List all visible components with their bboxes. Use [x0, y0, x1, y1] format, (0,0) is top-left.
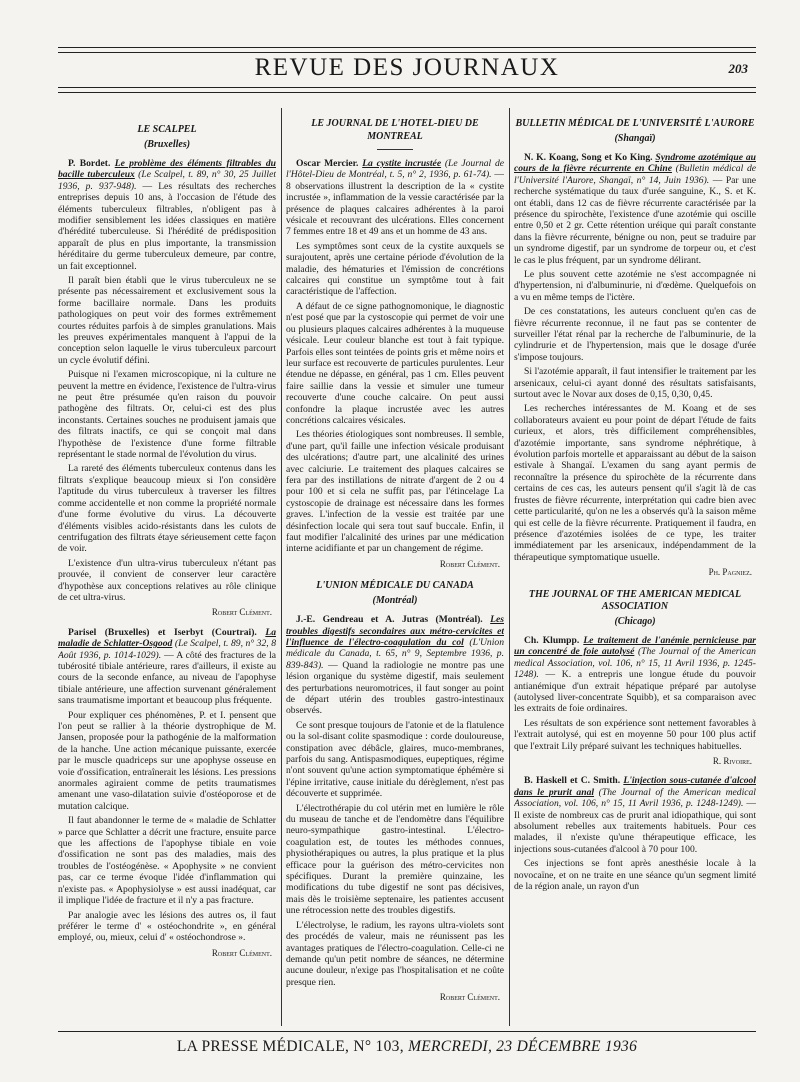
- journal-place: (Montréal): [372, 594, 418, 606]
- article-paragraph: Les symptômes sont ceux de la cystite auxquels se surajoutent, après une certaine période d'évolution de la maladie, des hématuries et l'émission de concrétions calcaires qui constitue un symptôme tout à fait caractéristique de l'affection.: [286, 240, 504, 298]
- article-heading: [514, 635, 756, 715]
- article-paragraph: Les recherches intéressantes de M. Koang et de ses collaborateurs avaient eu pour point de départ l'étude de faits curieux, et alors, très difficilement compréhensibles, d'azotémie importante, sans syndrome néphrétique, à évolution parfois mortelle et apparaissant au début de la saison estivale à Shangaï. L'examen du sang ayant permis de reconnaître la présence du spirochète de la récurrente dans certains de ces cas, les auteurs pensent qu'il s'agit là de cas frustes de fièvre récurrente, interprétation qui cadre bien avec cette particularité, qu'on ne les a observés qu'à la saison même qui est celle de la fièvre récurrente. Pratiquement il faudra, en présence d'azotémies isolées de ce type, les traiter immédiatement par les arsenicaux, indépendamment de la thérapeutique symptomatique usuelle.: [514, 403, 756, 563]
- article-authors: J.-E. Gendreau et A. Jutras (Montréal).: [296, 614, 483, 626]
- article-paragraph: L'électrolyse, le radium, les rayons ultra-violets sont des procédés de valeur, mais ne réunissent pas les avantages pratiques de l'électro-coagulation. Celle-ci ne demande qu'un petit nombre de séances, ne détermine aucune douleur, n'exige pas l'hospitalisation et ne coûte presque rien.: [286, 919, 504, 988]
- journal-name: BULLETIN MÉDICAL DE L'UNIVERSITÉ L'AURORE: [515, 118, 755, 129]
- footer-rule: [58, 1031, 756, 1032]
- article-title: L'injection sous-cutanée d'alcool dans le prurit anal: [514, 775, 756, 798]
- article-reference: (Bulletin médical de l'Université l'Aurore, Shangaï, n° 14, Juin 1936).: [514, 163, 756, 186]
- article: [286, 158, 504, 570]
- journal-name: LE JOURNAL DE L'HOTEL-DIEU DE MONTREAL: [311, 118, 479, 142]
- journal-name: THE JOURNAL OF THE AMERICAN MEDICAL ASSOCIATION: [528, 588, 742, 613]
- article-paragraph: — Quand la radiologie ne montre pas une lésion organique du système digestif, mais seulement des perturbations neuromotrices, il faut songer au point de départ utérin des troubles gastro-intestinaux observés.: [286, 659, 504, 717]
- journal-name: L'UNION MÉDICALE DU CANADA: [316, 580, 474, 592]
- article-heading: [286, 614, 504, 717]
- article-heading: [58, 158, 276, 272]
- journal-separator: [377, 149, 413, 150]
- article-reference: (The Journal of the American medical Association, vol. 106, n° 15, 11 Avril 1936, p. 1245-1248).: [514, 646, 756, 681]
- article-signature: Ph. Pagniez.: [708, 567, 752, 578]
- article-paragraph: Si l'azotémie apparaît, il faut intensifier le traitement par les arsenicaux, celui-ci ayant donné des résultats satisfaisants, surtout avec le Novar aux doses de 0,15, 0,30, 0,45.: [514, 366, 756, 401]
- article-paragraph: Puisque ni l'examen microscopique, ni la culture ne peuvent la mettre en évidence, l'existence de l'ultra-virus ne peut être présumée qu'en raison du pouvoir pathogène des filtrats. Or, celui-ci est des plus inconstants. Certaines souches ne produisent jamais que des filtrats inactifs, ce qui se conçoit mal dans l'hypothèse de l'existence d'une forme filtrable représentant le stade normal de l'évolution du virus.: [58, 369, 276, 461]
- article-paragraph: De ces constatations, les auteurs concluent qu'en cas de fièvre récurrente reconnue, il ne faut pas se contenter de surveiller l'état rénal par la recherche de l'albuminurie, de la cylindrurie et de l'hypertension, mais que le dosage d'urée s'impose toujours.: [514, 306, 756, 363]
- article-title: Syndrome azotémique au cours de la fièvre récurrente en Chine: [514, 151, 756, 175]
- article: [58, 158, 276, 619]
- article-title: Le traitement de l'anémie pernicieuse par un concentré de foie autolysé: [514, 634, 756, 658]
- article-paragraph: — A côté des fractures de la tubérosité tibiale antérieure, rares d'ailleurs, il existe au cours de la seconde enfance, au niveau de l'apophyse tibiale antérieure, une affection survenant généralement sans traumatisme important et beaucoup plus fréquente.: [58, 649, 276, 707]
- column-1: [58, 108, 276, 1028]
- article: [58, 627, 276, 959]
- article-heading: [58, 627, 276, 707]
- footer-date: MERCREDI, 23 DÉCEMBRE 1936: [408, 1038, 638, 1055]
- article-signature: R. Rivoire.: [712, 756, 752, 766]
- article-authors: Oscar Mercier.: [296, 158, 359, 169]
- article-paragraph: L'existence d'un ultra-virus tuberculeux n'étant pas prouvée, il convient de conserver leur caractère d'hypothèse aux conceptions relatives au rôle clinique de cet ultra-virus.: [58, 557, 276, 603]
- article-authors: Parisel (Bruxelles) et Iserbyt (Courtrai).: [68, 626, 257, 638]
- article-paragraph: Ce sont presque toujours de l'atonie et de la flatulence ou la sol-disant colite spasmodique : corde douloureuse, constipation avec débâcle, glaires, muco-membranes, parfois du sang. Antispasmodiques, eupeptiques, régime n'ont souvent qu'une action symptomatique éphémère si l'épine irritative, cause initiale du dérèglement, n'est pas découverte et supprimée.: [286, 719, 504, 800]
- article-reference: (L'Union médicale du Canada, t. 65, n° 9, Septembre 1936, p. 839-843).: [286, 636, 504, 671]
- article-paragraph: Il paraît bien établi que le virus tuberculeux ne se présente pas nécessairement et exclusivement sous la forme bacillaire normale. Dans les produits pathologiques on peut voir des formes extrêmement courtes réduites parfois à de simples granulations. Mais les preuves expérimentales manquent à l'appui de la conception selon laquelle le virus tuberculeux parcourt un cycle évolutif défini.: [58, 274, 276, 366]
- header-bottom-rule: [58, 87, 756, 93]
- article-authors: Ch. Klumpp.: [524, 634, 580, 646]
- article-paragraph: — Les résultats des recherches entreprises depuis 10 ans, à l'occasion de l'étude des éléments tuberculeux filtrables, n'obligent pas à modifier sensiblement les idées classiques en matière d'hérédité tuberculeuse. Si l'hérédité de prédisposition apparaît de plus en plus importante, la transmission héréditaire du germe tuberculeux demeure, par contre, un fait exceptionnel.: [58, 180, 276, 272]
- article-paragraph: Par analogie avec les lésions des autres os, il faut préférer le terme d' « ostéochondrite », en général employé, ou, mieux, celui d' « ostéochondrose ».: [58, 909, 276, 944]
- journal-place: (Shangaï): [614, 132, 656, 144]
- article-title: Le problème des éléments filtrables du bacille tuberculeux: [58, 157, 276, 181]
- article-title: La maladie de Schlatter-Osgood: [58, 626, 276, 650]
- column-divider-1: [281, 108, 282, 1026]
- journal-name: LE SCALPEL: [137, 124, 197, 135]
- article-authors: N. K. Koang, Song et Ko King.: [524, 151, 653, 163]
- article-paragraph: Pour expliquer ces phénomènes, P. et I. pensent que l'on peut se rallier à la théorie dystrophique de M. Jansen, proposée pour la pathogénie de la malformation de la hanche. Une action mécanique puissante, exercée par le muscle quadriceps sur une apophyse osseuse en voie d'ossification, entraînerait les lésions. Les pressions anormales agiraient comme de petits traumatismes amenant une vaso-dilatation suivie d'ostéoporose et de mutation calcique.: [58, 709, 276, 812]
- article-reference: (Le Journal de l'Hôtel-Dieu de Montréal, t. 5, n° 2, 1936, p. 61-74).: [286, 158, 504, 181]
- article-heading: [514, 775, 756, 855]
- article-paragraph: Les résultats de son expérience sont nettement favorables à l'extrait autolysé, qui est en moyenne 50 pour 100 plus actif que l'extrait Lily préparé suivant les techniques habituelles.: [514, 717, 756, 752]
- article-heading: [286, 158, 504, 238]
- article-paragraph: La rareté des éléments tuberculeux contenus dans les filtrats s'explique beaucoup mieux si l'on considère l'aptitude du virus tuberculeux à traverser les filtres comme accidentelle et non comme la propriété normale d'une forme évolutive du virus. La découverte d'éléments visibles acido-résistants dans les culots de centrifugation des filtrats étaye sérieusement cette façon de voir.: [58, 463, 276, 555]
- article: [514, 152, 756, 579]
- article-signature: Robert Clément.: [211, 947, 272, 958]
- article-paragraph: — Il existe de nombreux cas de prurit anal idiopathique, qui sont absolument rebelles aux traitements habituels. Pour ces malades, il n'existe qu'une thérapeutique efficace, les injections sous-cutanées d'alcool à 70 pour 100.: [514, 798, 756, 855]
- article-reference: (Le Scalpel, t. 89, n° 32, 8 Août 1936, p. 1014-1029).: [58, 638, 276, 661]
- article: [514, 775, 756, 892]
- article-signature: Robert Clément.: [439, 558, 500, 569]
- article-reference: (The Journal of the American medical Association, vol. 106, n° 15, 11 Avril 1936, p. 1248-1249).: [514, 786, 756, 810]
- article-reference: (Le Scalpel, t. 89, n° 30, 25 Juillet 1936, p. 937-948).: [58, 169, 276, 192]
- article-paragraph: Les théories étiologiques sont nombreuses. Il semble, d'une part, qu'il faille une infection vésicale produisant des ulcérations; d'autre part, une alcalinité des urines avec calciurie. Le traitement des plaques calcaires se fera par des instillations de nitrate d'argent de 2 ou 4 pour 100 et si cela ne suffit pas, par l'étincelage La cystoscopie de drainage est nécessaire dans les formes graves. L'infection de la vessie est traitée par une désinfection locale qui sera tout sauf buccale. Enfin, il faut modifier l'alcalinité des urines par une médication interne acidifiante et par un changement de régime.: [286, 429, 504, 555]
- article-paragraph: — K. a entrepris une longue étude du pouvoir antianémique d'un extrait hépatique préparé par autolyse (autolysed liver-concentrate Squibb), et sa comparaison avec les extraits de foie ordinaires.: [514, 669, 756, 715]
- article-authors: B. Haskell et C. Smith.: [524, 775, 621, 787]
- footer-journal: LA PRESSE MÉDICALE, N° 103,: [176, 1038, 404, 1055]
- article-paragraph: L'électrothérapie du col utérin met en lumière le rôle du museau de tanche et de l'endomètre dans l'équilibre neuro-sympathique gastro-intestinal. L'électro-coagulation est, de toutes les méthodes connues, physiothérapiques ou autres, la plus pratique et la plus efficace pour la guérison des métro-cervicites non spécifiques. Durant la première quinzaine, les modifications du tube digestif ne sont pas décisives, mais dès le troisième septenaire, les patientes accusent une rétrocession nette des troubles digestifs.: [286, 802, 504, 917]
- article-title: La cystite incrustée: [362, 158, 442, 169]
- column-2: [286, 108, 504, 1028]
- article-paragraph: Le plus souvent cette azotémie ne s'est accompagnée ni d'hypertension, ni d'albuminurie, ni d'œdème. Quelquefois on a vu en même temps de l'ictère.: [514, 268, 756, 303]
- article: [286, 614, 504, 1003]
- article-paragraph: Il faut abandonner le terme de « maladie de Schlatter » parce que Schlatter a décrit une fracture, ensuite parce que les affections de l'apophyse tibiale en voie d'ossification ne sont pas des maladies, mais des troubles de l'ostéogénèse. « Apophysite » ne convient pas, car ce terme évoque l'idée d'inflammation qui n'existe pas. « Apophysiolyse » est aussi inadéquat, car il implique l'idée de fracture et il n'y a pas fracture.: [58, 815, 276, 907]
- article-authors: P. Bordet.: [68, 157, 111, 169]
- header-top-rule: [58, 47, 756, 53]
- page-footer: [58, 1038, 756, 1056]
- article-paragraph: — 8 observations illustrent la description de la « cystite incrustée », inflammation de la vessie caractérisée par la présence de plaques calcaires adhérentes à la paroi vésicale et recouvrant des ulcérations. Elles concernent 7 femmes entre 18 et 49 ans et un homme de 43 ans.: [286, 169, 504, 238]
- article-paragraph: A défaut de ce signe pathognomonique, le diagnostic n'est posé que par la cystoscopie qui permet de voir une ou plusieurs plaques calcaires adhérentes à la muqueuse vésicale. Leur couleur blanche est tout à fait typique. Parfois elles sont teintées de points gris et même noirs et leur surface est recouverte de particules purulentes. Leur étendue ne dépasse, en général, pas 1 cm. Elles peuvent faire saillie dans la vessie et simuler une tumeur recouverte d'une couche calcaire. On peut aussi confondre la plaque incrustée avec les autres concrétions calcaires vésicales.: [286, 300, 504, 426]
- article-signature: Robert Clément.: [211, 607, 272, 618]
- page-number: 203: [728, 61, 748, 76]
- journal-place: (Chicago): [614, 615, 656, 627]
- article-title: Les troubles digestifs secondaires aux métro-cervicites et l'influence de l'électro-coagulation du col: [286, 614, 504, 648]
- article: [514, 635, 756, 767]
- article-heading: [514, 152, 756, 266]
- page-title: REVUE DES JOURNAUX: [254, 54, 560, 81]
- article-paragraph: Ces injections se font après anesthésie locale à la novocaïne, et on ne traite en une séance qu'un segment limité de la région anale, un rayon d'un: [514, 858, 756, 893]
- article-signature: Robert Clément.: [439, 992, 500, 1003]
- journal-place: (Bruxelles): [143, 138, 191, 150]
- article-paragraph: — Par une recherche systématique du taux d'urée sanguine, K., S. et K. ont établi, dans 12 cas de fièvre récurrente caractérisée par la présence du spirochète, l'existence d'une azotémie qui oscille entre 0,50 et 2 gr. Cette rétention uréique qui paraît constante dans la fièvre récurrente, bénigne ou non, peut se traduire par un syndrome digestif, par un syndrome de torpeur ou, et c'est le cas le plus fréquent, par un syndrome délirant.: [514, 174, 756, 266]
- column-3: [514, 108, 756, 1028]
- column-divider-2: [509, 108, 510, 1026]
